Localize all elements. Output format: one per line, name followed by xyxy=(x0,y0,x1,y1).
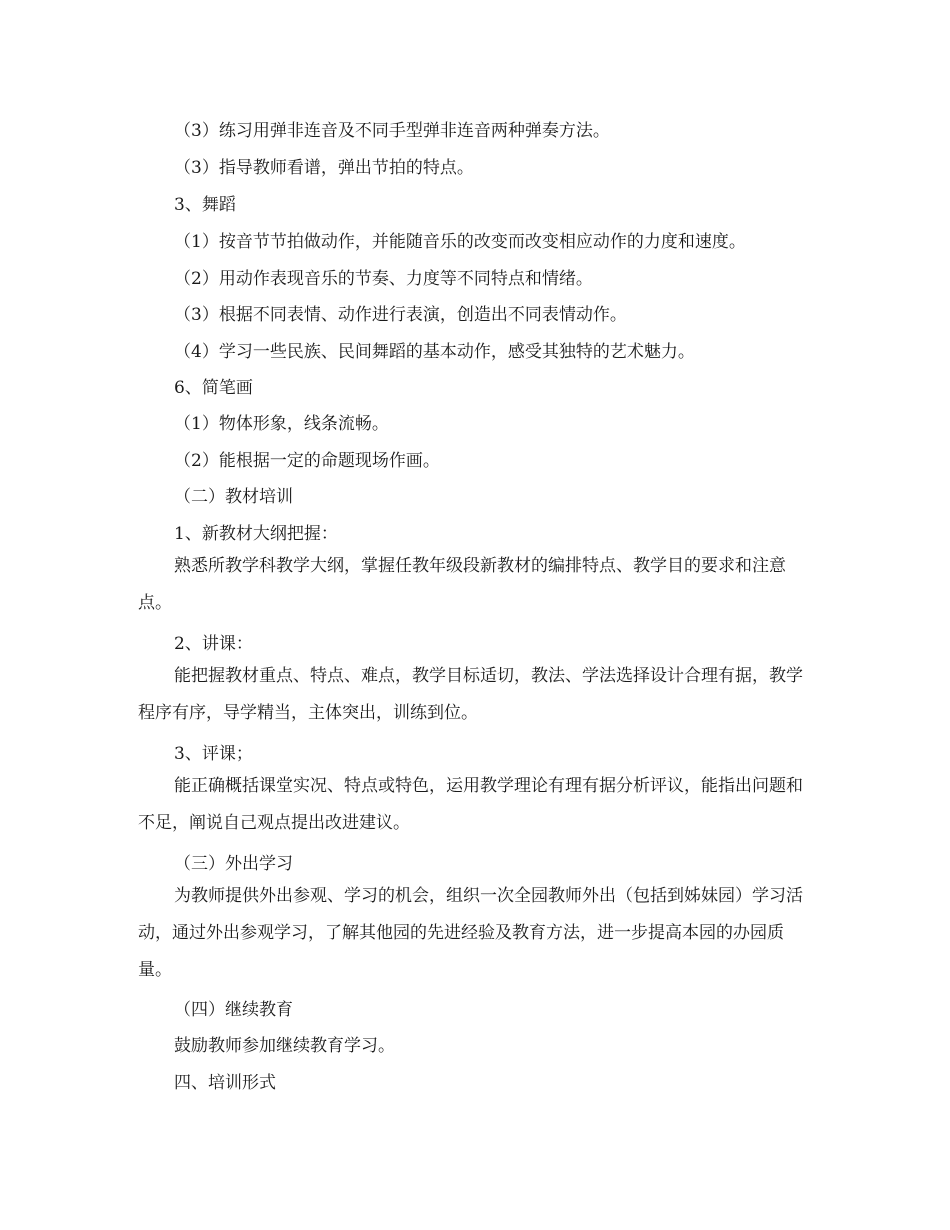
section-heading: 1、新教材大纲把握： xyxy=(174,524,338,544)
section-heading: 2、讲课： xyxy=(174,634,253,654)
text-line: （3）根据不同表情、动作进行表演，创造出不同表情动作。 xyxy=(174,305,627,325)
paragraph: 熟悉所教学科教学大纲，掌握任教年级段新教材的编排特点、教学目的要求和注意点。 xyxy=(138,556,786,613)
text-line: （1）按音节节拍做动作，并能随音乐的改变而改变相应动作的力度和速度。 xyxy=(174,232,746,252)
text-line: （4）学习一些民族、民间舞蹈的基本动作，感受其独特的艺术魅力。 xyxy=(174,342,695,362)
text-line: （2）用动作表现音乐的节奏、力度等不同特点和情绪。 xyxy=(174,269,593,289)
section-heading: 3、评课； xyxy=(174,744,253,764)
section-heading: 3、舞蹈 xyxy=(174,195,236,215)
section-heading: （三）外出学习 xyxy=(174,854,293,874)
paragraph: 能正确概括课堂实况、特点或特色，运用教学理论有理有据分析评议，能指出问题和不足，阐说自己观点提出改进建议。 xyxy=(138,776,803,833)
paragraph: 为教师提供外出参观、学习的机会，组织一次全园教师外出（包括到姊妹园）学习活动，通过外出参观学习，了解其他园的先进经验及教育方法，进一步提高本园的办园质量。 xyxy=(138,886,803,980)
text-line: 鼓励教师参加继续教育学习。 xyxy=(174,1036,395,1056)
section-heading: 四、培训形式 xyxy=(174,1073,276,1093)
paragraph: 能把握教材重点、特点、难点，教学目标适切，教法、学法选择设计合理有据，教学程序有序，导学精当，主体突出，训练到位。 xyxy=(138,666,803,723)
section-heading: 6、简笔画 xyxy=(174,378,253,398)
section-heading: （四）继续教育 xyxy=(174,1000,293,1020)
text-line: （1）物体形象，线条流畅。 xyxy=(174,414,389,434)
text-line: （3）练习用弹非连音及不同手型弹非连音两种弹奏方法。 xyxy=(174,121,610,141)
section-heading: （二）教材培训 xyxy=(174,487,293,507)
text-line: （3）指导教师看谱，弹出节拍的特点。 xyxy=(174,158,474,178)
text-line: （2）能根据一定的命题现场作画。 xyxy=(174,451,440,471)
